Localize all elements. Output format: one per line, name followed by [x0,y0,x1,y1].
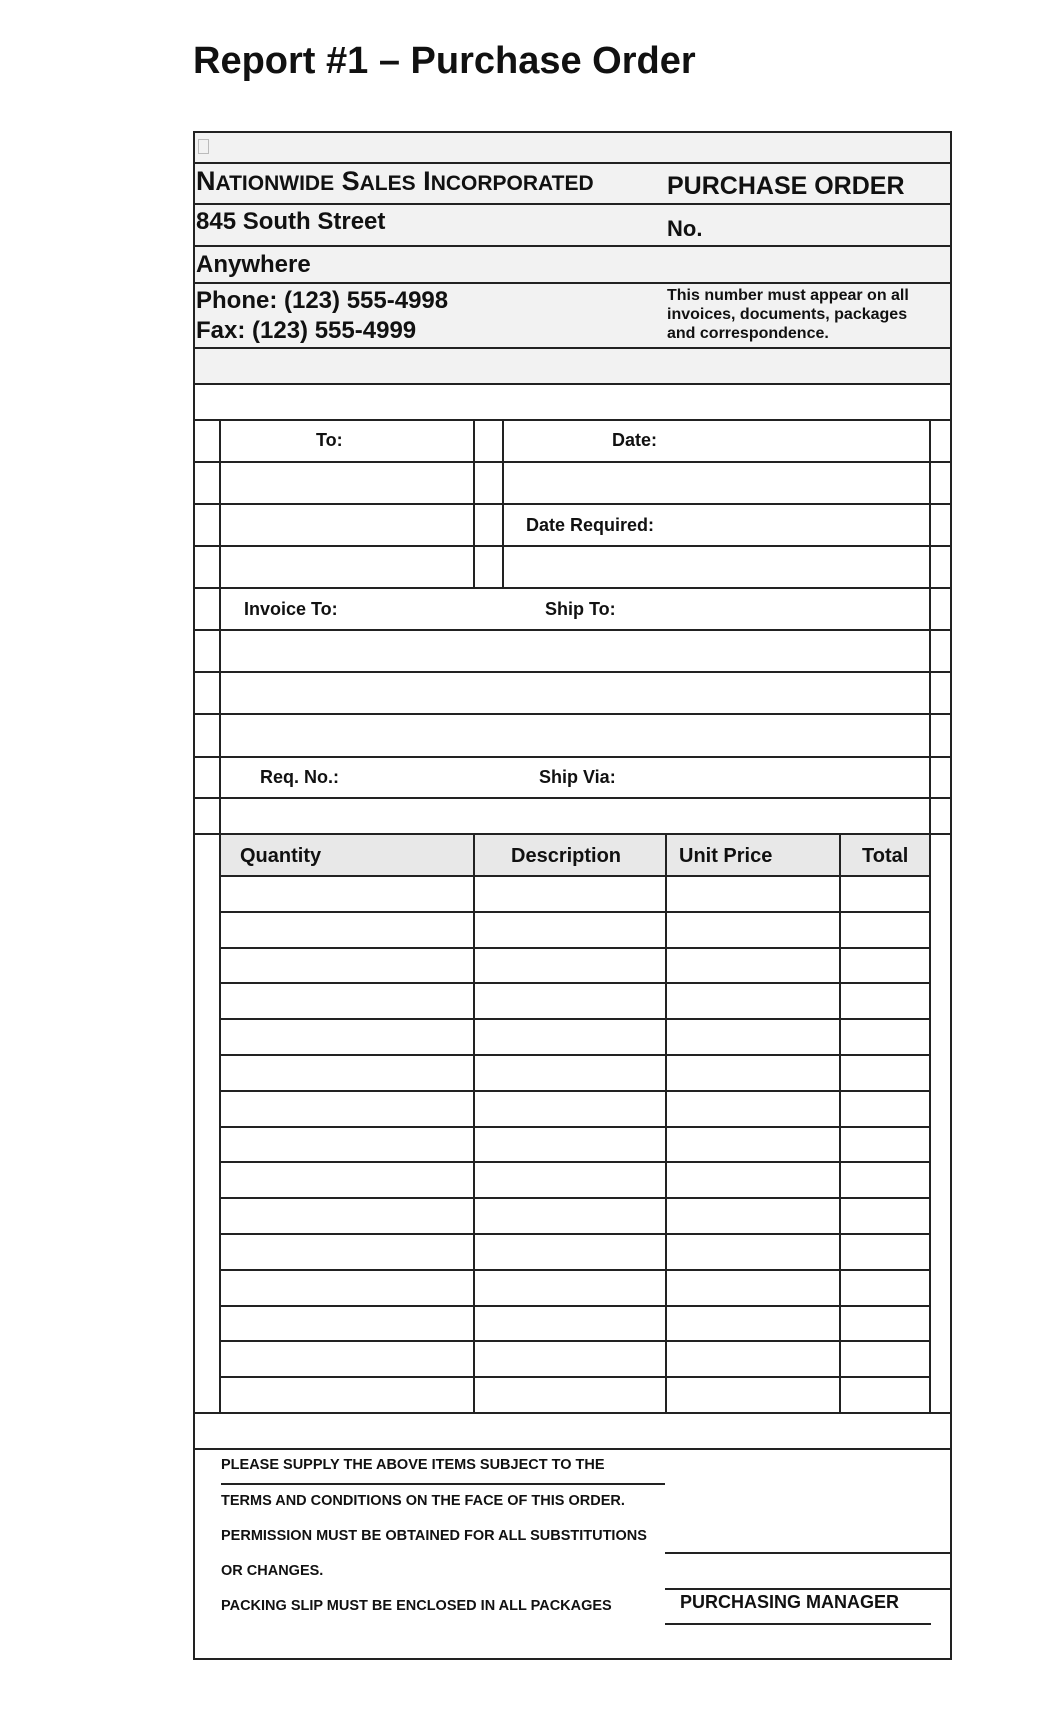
table-header-unit-price: Unit Price [679,845,773,867]
to-label: To: [316,430,343,450]
frame-right [950,131,952,1660]
table-row [219,1126,931,1128]
table-row [219,947,931,949]
table-header-quantity: Quantity [240,845,322,867]
terms-line-2: TERMS AND CONDITIONS ON THE FACE OF THIS ORDER. [221,1493,625,1509]
company-city: Anywhere [196,251,311,278]
frame-bottom [193,1658,952,1660]
ship-to-label: Ship To: [545,599,616,619]
table-row [219,1269,931,1271]
table-row [219,1305,931,1307]
terms-line-4: OR CHANGES. [221,1563,324,1579]
table-row [219,1376,931,1378]
table-row [219,1233,931,1235]
table-row [219,1197,931,1199]
date-label: Date: [612,430,658,450]
table-row [219,911,931,913]
frame-top [193,131,952,133]
table-row [219,1018,931,1020]
table-row [219,1340,931,1342]
terms-line-1: PLEASE SUPPLY THE ABOVE ITEMS SUBJECT TO THE [221,1457,605,1473]
terms-line-3: PERMISSION MUST BE OBTAINED FOR ALL SUBSTITUTIONS [221,1528,647,1544]
po-number-note: This number must appear on all invoices, documents, packages and correspondence. [667,287,909,342]
table-row [219,982,931,984]
ship-via-label: Ship Via: [539,767,616,787]
table-row [219,1054,931,1056]
company-name: NATIONWIDE SALES INCORPORATED [196,166,594,196]
company-street: 845 South Street [196,208,386,235]
signature-label: PURCHASING MANAGER [680,1592,900,1612]
req-no-label: Req. No.: [260,767,339,787]
broken-image-icon [198,139,209,154]
terms-line-5: PACKING SLIP MUST BE ENCLOSED IN ALL PACKAGES [221,1598,612,1614]
company-phone: Phone: (123) 555-4998 [196,287,449,314]
table-row [219,1090,931,1092]
company-fax: Fax: (123) 555-4999 [196,317,417,344]
date-required-label: Date Required: [526,515,655,535]
report-title: Report #1 – Purchase Order [193,40,696,82]
table-header-total: Total [862,845,909,867]
table-header-description: Description [511,845,622,867]
po-heading: PURCHASE ORDER [667,172,905,200]
frame-left [193,131,195,1660]
invoice-to-label: Invoice To: [244,599,338,619]
po-number-label: No. [667,216,703,241]
table-row [219,1161,931,1163]
